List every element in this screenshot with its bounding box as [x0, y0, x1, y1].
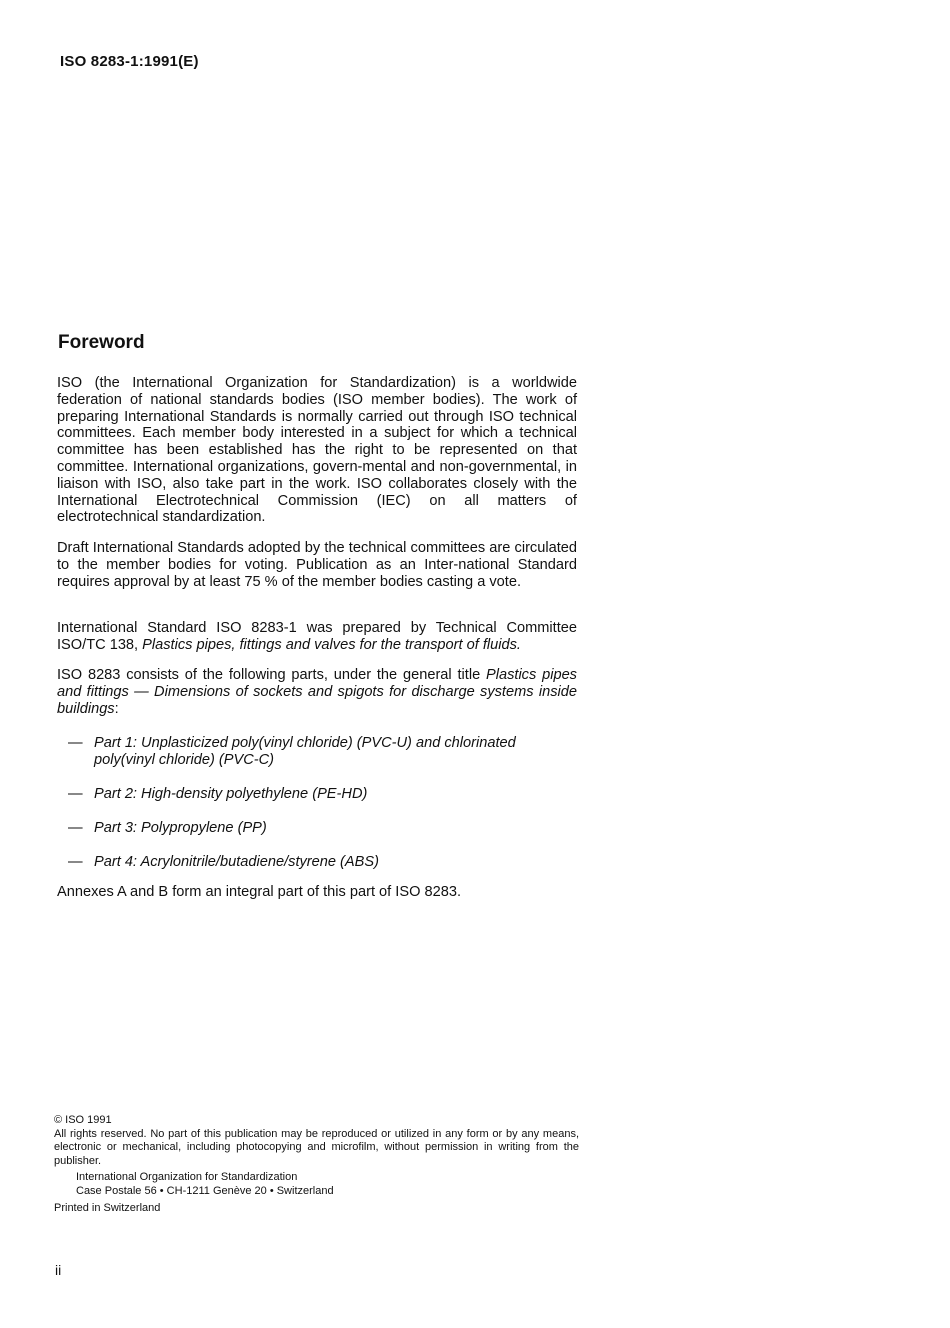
- foreword-paragraph-1: ISO (the International Organization for Standardization) is a worldwide federation of national standards bodies (ISO member bodies). The work of preparing International Standards is normally carried out through ISO technical committees. Each member body interested in a subject for which a technical committee has been established has the right to be represented on that committee. International organizations, govern-mental and non-governmental, in liaison with ISO, also take part in the work. ISO collaborates closely with the International Electrotechnical Commission (IEC) on all matters of electrotechnical standardization.: [57, 375, 577, 526]
- paragraph-4-lead: ISO 8283 consists of the following parts, under the general title: [57, 667, 486, 683]
- foreword-paragraph-5: Annexes A and B form an integral part of this part of ISO 8283.: [57, 884, 461, 900]
- part-2-title: Part 2: High-density polyethylene (PE-HD): [94, 786, 368, 802]
- list-item: [68, 820, 578, 837]
- general-title: Plastics pipes and fittings — Dimensions of sockets and spigots for discharge systems inside buildings: [57, 667, 577, 717]
- foreword-heading: Foreword: [58, 332, 145, 353]
- foreword-paragraph-3: [57, 620, 577, 654]
- foreword-paragraph-4: [57, 667, 577, 717]
- document-id: ISO 8283-1:1991(E): [60, 53, 199, 70]
- list-dash: —: [68, 786, 83, 802]
- copyright-notice: © ISO 1991: [54, 1114, 112, 1126]
- organization-name: International Organization for Standardization: [76, 1171, 298, 1184]
- list-dash: —: [68, 820, 83, 836]
- part-4-title: Part 4: Acrylonitrile/butadiene/styrene (ABS): [94, 854, 379, 870]
- list-item: [68, 854, 578, 871]
- list-item: [68, 786, 578, 803]
- part-3-title: Part 3: Polypropylene (PP): [94, 820, 267, 836]
- list-item: [68, 735, 578, 769]
- paragraph-3-lead: International Standard ISO 8283-1 was prepared by Technical Committee ISO/TC 138,: [57, 620, 577, 653]
- postal-address: Case Postale 56 • CH-1211 Genève 20 • Switzerland: [76, 1184, 334, 1197]
- printed-in: Printed in Switzerland: [54, 1201, 161, 1214]
- list-dash: —: [68, 735, 83, 751]
- committee-title: Plastics pipes, fittings and valves for the transport of fluids.: [142, 636, 521, 653]
- copyright-block: [54, 1114, 579, 1215]
- part-1-title: Part 1: Unplasticized poly(vinyl chloride) (PVC-U) and chlorinated poly(vinyl chloride) (PVC-C): [94, 735, 516, 768]
- paragraph-4-tail: :: [114, 700, 119, 717]
- foreword-paragraph-2: Draft International Standards adopted by the technical committees are circulated to the member bodies for voting. Publication as an Inter-national Standard requires approval by at least 75 % of the member bodies casting a vote.: [57, 540, 577, 590]
- publisher-address: [54, 1171, 579, 1198]
- rights-statement: All rights reserved. No part of this publication may be reproduced or utilized in any form or by any means, electronic or mechanical, including photocopying and microfilm, without permission in writing from the publisher.: [54, 1127, 579, 1167]
- list-dash: —: [68, 854, 83, 870]
- page-number: ii: [55, 1262, 62, 1278]
